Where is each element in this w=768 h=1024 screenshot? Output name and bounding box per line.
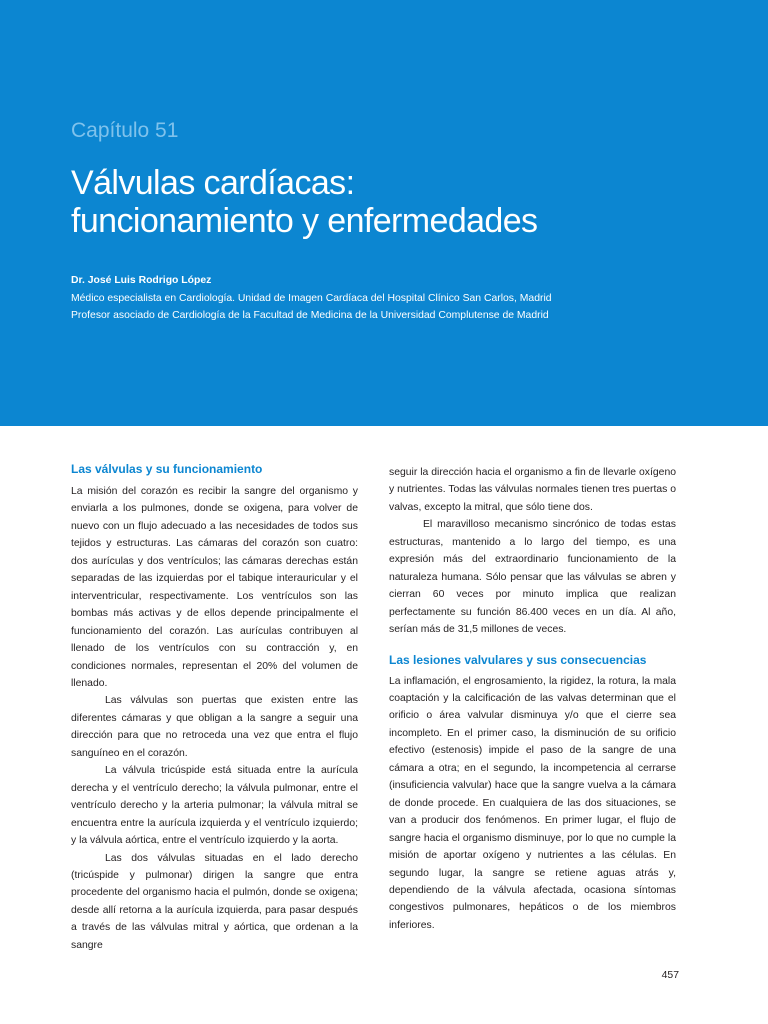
right-column <box>389 464 676 934</box>
paragraph: Las dos válvulas situadas en el lado derecho (tricúspide y pulmonar) dirigen la sangre que entra procedente del organismo hacia el pulmón, donde se oxigena; desde allí retorna a la aurícula izquierda, para pasar después a través de las válvulas mitral y aórtica, que ordenan a la sangre <box>71 852 358 951</box>
paragraph: seguir la dirección hacia el organismo a fin de llevarle oxígeno y nutrientes. Todas las válvulas normales tienen tres puertas o valvas, excepto la mitral, que sólo tiene dos. <box>389 467 676 513</box>
paragraph: La válvula tricúspide está situada entre la aurícula derecha y el ventrículo derecho; la válvula pulmonar, entre el ventrículo derecho y la arteria pulmonar; la válvula mitral se encuentra entre la aurícula izquierda y el ventrículo izquierdo; y la válvula aórtica, entre el ventrículo izquierdo y la aorta. <box>71 765 358 847</box>
paragraph: La misión del corazón es recibir la sangre del organismo y enviarla a los pulmones, donde se oxigena, para volver de nuevo con un flujo adecuado a las necesidades de todos sus tejidos y estructuras. Las cámaras del corazón son cuatro: dos aurículas y dos ventrículos; las cámaras derechas están separadas de las izquierdas por el tabique interauricular y el interventricular, respectivamente. Los ventrículos son las bombas más activas y de ellos depende principalmente el funcionamiento del corazón. Las aurículas contribuyen al llenado de los ventrículos con su contracción y, en condiciones normales, representan el 20% del volumen de llenado. <box>71 486 358 689</box>
section-heading-valves-function: Las válvulas y su funcionamiento <box>71 462 263 476</box>
paragraph: La inflamación, el engrosamiento, la rigidez, la rotura, la mala coaptación y la calcificación de las valvas determinan que el orificio o área valvular disminuya y/o que el cierre sea incompleto. En el primer caso, la disminución de su orificio efectivo (estenosis) impide el paso de la sangre de una cámara a otra; en el segundo, la incompetencia al cerrarse (insuficiencia valvular) hace que la sangre vuelva a la cámara de donde procede. En cualquiera de las dos situaciones, se van a producir dos fenómenos. En primer lugar, el flujo de sangre hacia el organismo disminuye, por lo que no cumple la misión de aportar oxígeno y nutrientes a las células. En segundo lugar, la sangre se retiene aguas atrás y, dependiendo de la válvula afectada, ocasiona síntomas congestivos pulmonares, hepáticos o de los miembros inferiores. <box>389 675 676 931</box>
chapter-title <box>71 164 711 240</box>
author-name: Dr. José Luis Rodrigo López <box>71 275 212 286</box>
author-block <box>71 272 711 325</box>
page-number: 457 <box>661 970 679 981</box>
author-affiliation-2: Profesor asociado de Cardiología de la Facultad de Medicina de la Universidad Complutense de Madrid <box>71 310 549 321</box>
paragraph: El maravilloso mecanismo sincrónico de todas estas estructuras, mantenido a lo largo del tiempo, es una expresión más del extraordinario funcionamiento de la naturaleza humana. Sólo pensar que las válvulas se abren y cierran 60 veces por minuto implica que realizan perfectamente su función 86.400 veces en un día. Al año, serían más de 31,5 millones de veces. <box>389 519 676 636</box>
chapter-number: Capítulo 51 <box>71 119 179 142</box>
author-affiliation-1: Médico especialista en Cardiología. Unidad de Imagen Cardíaca del Hospital Clínico San Carlos, Madrid <box>71 292 552 304</box>
chapter-title-line-1: Válvulas cardíacas: <box>71 164 355 202</box>
chapter-title-line-2: funcionamiento y enfermedades <box>71 202 538 240</box>
section-heading-valve-lesions: Las lesiones valvulares y sus consecuencias <box>389 652 647 667</box>
left-column <box>71 460 358 954</box>
paragraph: Las válvulas son puertas que existen entre las diferentes cámaras y que obligan a la sangre a seguir una dirección para que no retroceda una vez que entra el flujo sanguíneo en el corazón. <box>71 695 358 759</box>
chapter-header-banner <box>0 0 768 426</box>
